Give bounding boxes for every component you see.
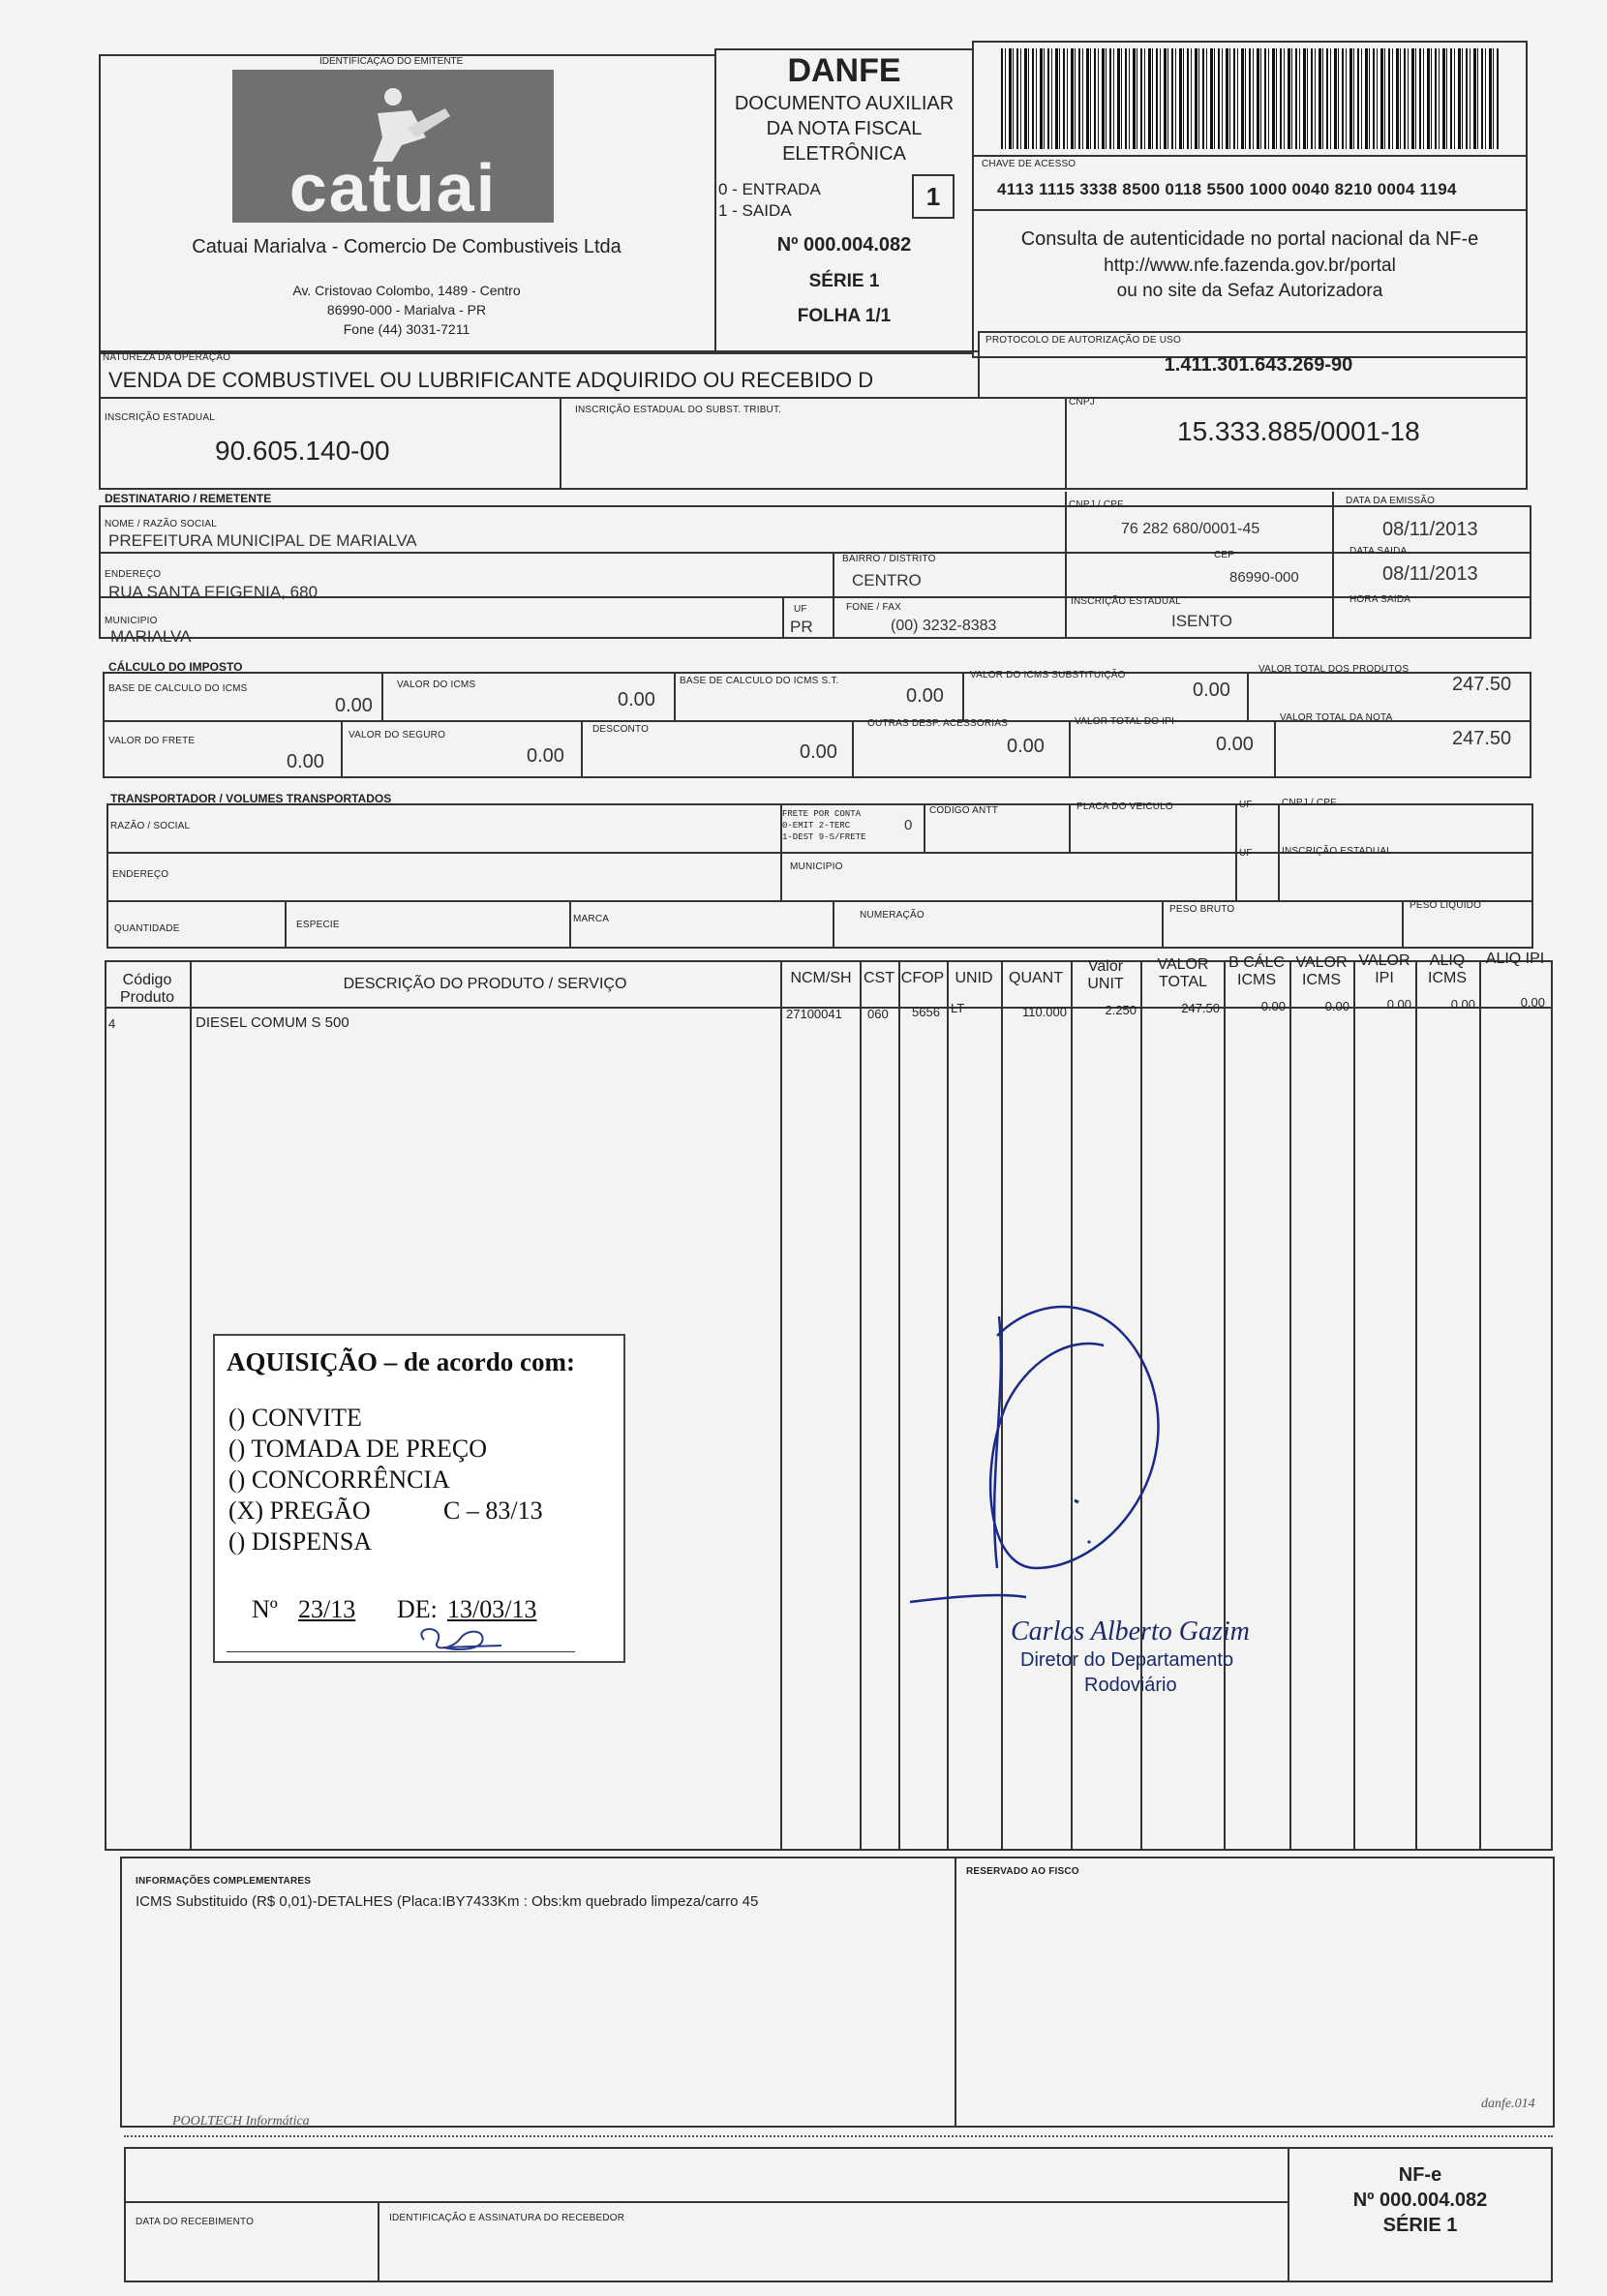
- row-valor-icms: 0.00: [1324, 999, 1349, 1013]
- transportador-section-label: TRANSPORTADOR / VOLUMES TRANSPORTADOS: [110, 792, 392, 805]
- row-ncm: 27100041: [786, 1007, 842, 1021]
- natureza-value: VENDA DE COMBUSTIVEL OU LUBRIFICANTE ADQUIRIDO OU RECEBIDO D: [108, 368, 874, 392]
- dest-nome-label: NOME / RAZÃO SOCIAL: [105, 519, 218, 529]
- frete: 0.00: [287, 751, 324, 772]
- complementares-value: ICMS Substituido (R$ 0,01)-DETALHES (Placa:IBY7433Km : Obs:km quebrado limpeza/carro 45: [136, 1893, 759, 1910]
- imposto-section-label: CÁLCULO DO IMPOSTO: [108, 660, 243, 674]
- stamp-opt-convite: () CONVITE: [228, 1404, 362, 1432]
- total-nota-label: VALOR TOTAL DA NOTA: [1280, 712, 1393, 723]
- cnpj-emit-label: CNPJ: [1069, 397, 1095, 408]
- row-valor-ipi: 0.00: [1386, 997, 1411, 1012]
- valor-icms-label: VALOR DO ICMS: [397, 680, 476, 690]
- recebedor-label: IDENTIFICAÇÃO E ASSINATURA DO RECEBEDOR: [389, 2213, 625, 2223]
- row-valor-total: 247.50: [1181, 1001, 1220, 1015]
- numeracao-label: NUMERAÇÃO: [860, 910, 925, 921]
- dest-municipio-label: MUNICIPIO: [105, 616, 158, 626]
- tipo-box: 1: [912, 174, 955, 219]
- logo-text: catuai: [288, 150, 498, 226]
- recebimento-label: DATA DO RECEBIMENTO: [136, 2217, 255, 2227]
- th-unid: UNID: [955, 970, 993, 986]
- dest-ie-label: INSCRIÇÃO ESTADUAL: [1071, 596, 1181, 607]
- row-aliq-icms: 0.00: [1450, 997, 1475, 1012]
- signatory-role-2: Rodoviário: [1084, 1675, 1177, 1696]
- row-cst: 060: [867, 1007, 889, 1021]
- row-quant: 110.000: [1021, 1005, 1067, 1019]
- quantidade-label: QUANTIDADE: [114, 923, 180, 934]
- company-address: Av. Cristovao Colombo, 1489 - Centro: [292, 283, 521, 298]
- base-st-label: BASE DE CALCULO DO ICMS S.T.: [680, 676, 839, 686]
- dest-cep: 86990-000: [1229, 569, 1299, 586]
- th-aliq-ipi: ALIQ IPI: [1485, 951, 1545, 967]
- marca-label: MARCA: [573, 914, 610, 924]
- th-codigo: Código Produto: [119, 972, 175, 1006]
- danfe-subtitle-3: ELETRÔNICA: [782, 143, 906, 165]
- stamp-opt-pregao: (X) PREGÃO: [228, 1496, 371, 1525]
- total-produtos: 247.50: [1452, 674, 1512, 695]
- dest-bairro-label: BAIRRO / DISTRITO: [842, 554, 936, 564]
- row-codigo: 4: [108, 1016, 116, 1031]
- dest-municipio: MARIALVA: [110, 627, 192, 646]
- dest-cnpj-label: CNPJ / CPF: [1069, 499, 1124, 510]
- transp-municipio-label: MUNICIPIO: [790, 861, 843, 872]
- dest-fone: (00) 3232-8383: [891, 618, 997, 634]
- row-valor-unit: 2.250: [1105, 1003, 1137, 1017]
- ie-label: INSCRIÇÃO ESTADUAL: [105, 412, 215, 423]
- nota-serie: SÉRIE 1: [808, 271, 880, 291]
- stamp-opt-concorrencia: () CONCORRÊNCIA: [228, 1465, 450, 1494]
- placa-label: PLACA DO VEICULO: [1076, 801, 1173, 812]
- stamp-numero: 23/13: [298, 1595, 356, 1623]
- transp-razao-label: RAZÃO / SOCIAL: [110, 821, 191, 831]
- emitente-header-label: IDENTIFICAÇÃO DO EMITENTE: [319, 56, 464, 67]
- stamp-numero-prefix: Nº: [252, 1595, 278, 1623]
- company-city: 86990-000 - Marialva - PR: [326, 302, 487, 317]
- th-quant: QUANT: [1009, 970, 1063, 986]
- frete-opts-1: FRETE POR CONTA: [782, 809, 862, 819]
- protocolo-label: PROTOCOLO DE AUTORIZAÇÃO DE USO: [985, 335, 1181, 346]
- row-cfop: 5656: [912, 1005, 940, 1019]
- peso-bruto-label: PESO BRUTO: [1169, 904, 1235, 915]
- fisco-label: RESERVADO AO FISCO: [966, 1866, 1079, 1877]
- dest-uf: PR: [790, 618, 813, 636]
- seguro-label: VALOR DO SEGURO: [349, 730, 446, 740]
- destinatario-box: [99, 505, 1531, 639]
- frete-opts-3: 1-DEST 9-S/FRETE: [782, 832, 866, 842]
- desconto-label: DESCONTO: [592, 724, 650, 735]
- th-valor-icms: VALOR ICMS: [1295, 954, 1348, 988]
- th-cfop: CFOP: [900, 970, 945, 986]
- dest-emissao: 08/11/2013: [1382, 519, 1478, 540]
- stamp-data: 13/03/13: [447, 1595, 537, 1623]
- base-st: 0.00: [906, 685, 944, 707]
- footer-nfe: NF-e: [1398, 2164, 1442, 2186]
- footer-numero: Nº 000.004.082: [1352, 2190, 1488, 2211]
- dest-cep-label: CEP: [1214, 550, 1235, 560]
- initials-signature-icon: [405, 1620, 521, 1659]
- frete-opts-2: 0-EMIT 2-TERC: [782, 821, 851, 831]
- stamp-title: AQUISIÇÃO – de acordo com:: [227, 1347, 575, 1376]
- seguro: 0.00: [527, 745, 564, 767]
- valor-st-label: VALOR DO ICMS SUBSTITUIÇÃO: [970, 670, 1126, 680]
- transp-endereco-label: ENDEREÇO: [112, 869, 169, 880]
- company-name: Catuai Marialva - Comercio De Combustiveis Ltda: [192, 236, 622, 257]
- dest-cnpj: 76 282 680/0001-45: [1121, 521, 1260, 537]
- protocolo-value: 1.411.301.643.269-90: [1164, 354, 1353, 376]
- stamp-opt-pregao-ref: C – 83/13: [443, 1496, 543, 1525]
- software-name: POOLTECH Informática: [172, 2114, 310, 2129]
- danfe-title: DANFE: [787, 52, 901, 89]
- total-produtos-label: VALOR TOTAL DOS PRODUTOS: [1258, 664, 1410, 675]
- consulta-line-2: http://www.nfe.fazenda.gov.br/portal: [1104, 256, 1396, 276]
- th-aliq-icms: ALIQ ICMS: [1428, 952, 1467, 986]
- th-valor-ipi: VALOR IPI: [1358, 952, 1410, 986]
- saida-label: 1 - SAIDA: [718, 201, 792, 220]
- base-icms-label: BASE DE CALCULO DO ICMS: [108, 683, 248, 694]
- transp-uf2-label: UF: [1239, 848, 1253, 859]
- chave-value: 4113 1115 3338 8500 0118 5500 1000 0040 8210 0004 1194: [997, 180, 1457, 198]
- catuai-logo: [232, 70, 554, 226]
- consulta-line-3: ou no site da Sefaz Autorizadora: [1116, 281, 1383, 301]
- footer-serie: SÉRIE 1: [1382, 2215, 1458, 2236]
- chave-label: CHAVE DE ACESSO: [982, 159, 1076, 169]
- frete-value: 0: [904, 817, 913, 833]
- dest-emissao-label: DATA DA EMISSÃO: [1346, 496, 1436, 506]
- th-valor-total: VALOR TOTAL: [1157, 956, 1209, 990]
- row-unid: LT: [951, 1001, 965, 1015]
- transp-uf-label: UF: [1239, 800, 1253, 810]
- dest-hora-label: HORA SAIDA: [1349, 594, 1411, 605]
- dest-endereco-label: ENDEREÇO: [105, 569, 162, 580]
- barcode: [1001, 48, 1501, 149]
- stamp-opt-dispensa: () DISPENSA: [228, 1527, 373, 1556]
- stamp-data-prefix: DE:: [397, 1595, 438, 1623]
- especie-label: ESPECIE: [296, 920, 340, 930]
- dest-fone-label: FONE / FAX: [846, 602, 902, 613]
- dest-saida-label: DATA SAIDA: [1349, 546, 1408, 557]
- ipi-label: VALOR TOTAL DO IPI: [1075, 716, 1175, 727]
- signatory-role-1: Diretor do Departamento: [1020, 1649, 1234, 1671]
- transp-cnpj-label: CNPJ / CPF: [1282, 798, 1337, 808]
- peso-liquido-label: PESO LIQUIDO: [1410, 900, 1482, 911]
- danfe-subtitle-1: DOCUMENTO AUXILIAR: [734, 93, 955, 114]
- th-bc-icms: B CÁLC ICMS: [1228, 954, 1285, 988]
- th-ncm: NCM/SH: [790, 970, 852, 986]
- row-bc-icms: 0.00: [1260, 999, 1286, 1013]
- destinatario-section-label: DESTINATARIO / REMETENTE: [105, 492, 272, 505]
- cnpj-emit-value: 15.333.885/0001-18: [1177, 416, 1420, 446]
- ipi: 0.00: [1216, 734, 1254, 755]
- dest-saida: 08/11/2013: [1382, 563, 1478, 585]
- desconto: 0.00: [800, 741, 837, 763]
- ie-st-label: INSCRIÇÃO ESTADUAL DO SUBST. TRIBUT.: [575, 405, 782, 415]
- outras-label: OUTRAS DESP. ACESSORIAS: [867, 718, 1009, 729]
- consulta-line-1: Consulta de autenticidade no portal nacional da NF-e: [1020, 228, 1479, 250]
- valor-icms: 0.00: [618, 689, 655, 710]
- natureza-label: NATUREZA DA OPERAÇÃO: [103, 352, 231, 363]
- dest-bairro: CENTRO: [852, 571, 922, 589]
- nota-folha: FOLHA 1/1: [797, 306, 892, 326]
- base-icms: 0.00: [335, 695, 373, 716]
- dest-nome: PREFEITURA MUNICIPAL DE MARIALVA: [108, 531, 417, 550]
- signatory-name: Carlos Alberto Gazim: [1011, 1616, 1250, 1646]
- danfe-version: danfe.014: [1481, 2097, 1535, 2111]
- total-nota: 247.50: [1452, 728, 1512, 749]
- dest-endereco: RUA SANTA EFIGENIA, 680: [108, 583, 318, 601]
- th-valor-unit: Valor UNIT: [1087, 958, 1124, 992]
- ie-value: 90.605.140-00: [215, 436, 390, 466]
- transp-ie-label: INSCRIÇÃO ESTADUAL: [1282, 846, 1392, 857]
- dest-ie: ISENTO: [1171, 612, 1232, 630]
- aquisicao-stamp: [213, 1334, 625, 1663]
- row-descricao: DIESEL COMUM S 500: [196, 1014, 349, 1031]
- th-cst: CST: [864, 970, 894, 986]
- danfe-subtitle-2: DA NOTA FISCAL: [766, 118, 923, 139]
- entrada-label: 0 - ENTRADA: [718, 180, 821, 198]
- complementares-label: INFORMAÇÕES COMPLEMENTARES: [136, 1876, 312, 1887]
- frete-label: VALOR DO FRETE: [108, 736, 196, 746]
- th-descricao: DESCRIÇÃO DO PRODUTO / SERVIÇO: [343, 976, 627, 992]
- dest-uf-label: UF: [794, 604, 807, 615]
- outras: 0.00: [1007, 736, 1045, 757]
- company-phone: Fone (44) 3031-7211: [343, 321, 470, 337]
- nota-numero: Nº 000.004.082: [776, 234, 912, 256]
- row-aliq-ipi: 0.00: [1520, 995, 1545, 1010]
- stamp-opt-tomada: () TOMADA DE PREÇO: [228, 1435, 488, 1463]
- valor-st: 0.00: [1193, 680, 1230, 701]
- antt-label: CODIGO ANTT: [929, 805, 999, 816]
